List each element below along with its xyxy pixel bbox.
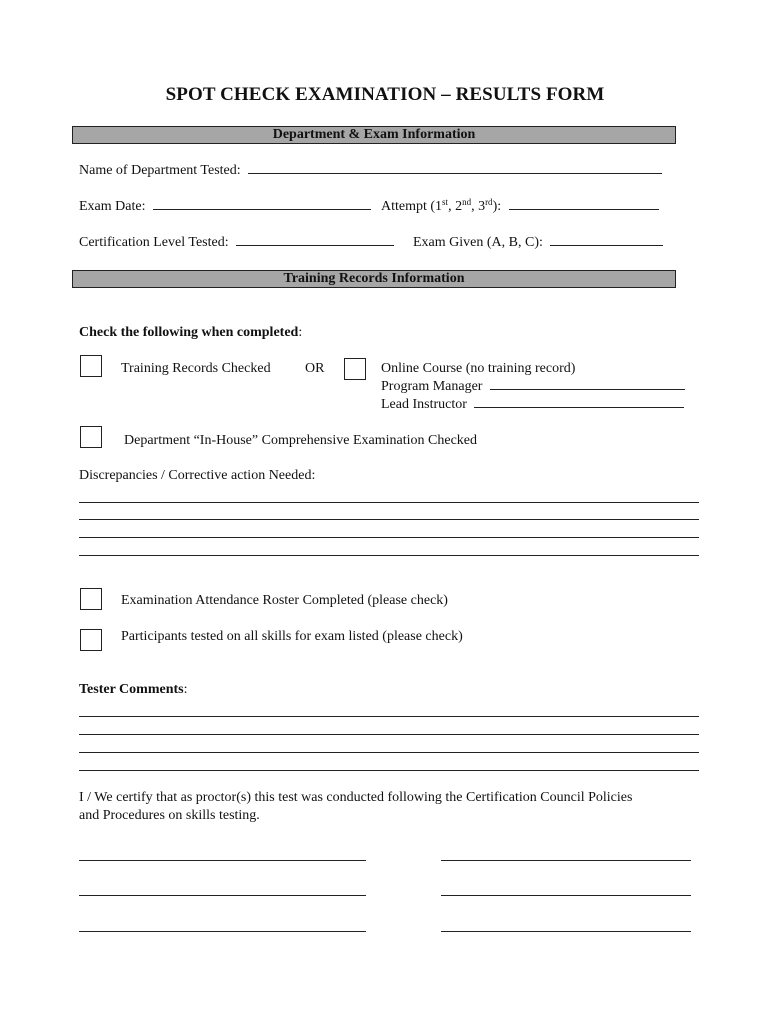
dept-name-label: Name of Department Tested: (79, 163, 241, 178)
program-manager-field[interactable] (490, 388, 685, 390)
section-header-dept-exam: Department & Exam Information (72, 126, 676, 144)
lead-instructor-label: Lead Instructor (381, 397, 467, 412)
exam-given-row (413, 235, 663, 251)
cert-level-row (79, 235, 394, 251)
signature-line-left-3[interactable] (79, 931, 366, 932)
attempt-row (381, 199, 659, 215)
dept-name-row (79, 163, 662, 179)
attendance-label: Examination Attendance Roster Completed (please check) (121, 593, 448, 608)
tester-comments-heading: Tester Comments: (79, 682, 188, 697)
page-title: SPOT CHECK EXAMINATION – RESULTS FORM (165, 84, 605, 105)
signature-line-right-1[interactable] (441, 860, 691, 861)
signature-line-right-3[interactable] (441, 931, 691, 932)
certify-line-1: I / We certify that as proctor(s) this test was conducted following the Certification Council Policies (79, 790, 633, 805)
exam-date-label: Exam Date: (79, 199, 146, 214)
discrepancies-line-3[interactable] (79, 537, 699, 538)
participants-label: Participants tested on all skills for exam listed (please check) (121, 629, 463, 644)
online-course-label: Online Course (no training record) (381, 361, 576, 376)
section-header-training: Training Records Information (72, 270, 676, 288)
dept-name-field[interactable] (248, 172, 662, 174)
comments-line-4[interactable] (79, 770, 699, 771)
discrepancies-line-2[interactable] (79, 519, 699, 520)
exam-given-field[interactable] (550, 244, 663, 246)
signature-line-left-2[interactable] (79, 895, 366, 896)
lead-instructor-row (381, 397, 684, 413)
or-label: OR (305, 361, 325, 376)
discrepancies-label: Discrepancies / Corrective action Needed: (79, 468, 316, 483)
comments-line-3[interactable] (79, 752, 699, 753)
attempt-field[interactable] (509, 208, 659, 210)
comments-line-2[interactable] (79, 734, 699, 735)
certify-line-2: and Procedures on skills testing. (79, 808, 260, 823)
attendance-checkbox[interactable] (80, 588, 102, 610)
cert-level-field[interactable] (236, 244, 394, 246)
cert-level-label: Certification Level Tested: (79, 235, 229, 250)
inhouse-checkbox[interactable] (80, 426, 102, 448)
participants-checkbox[interactable] (80, 629, 102, 651)
checklist-heading: Check the following when completed: (79, 325, 303, 340)
inhouse-label: Department “In-House” Comprehensive Examination Checked (124, 433, 477, 448)
exam-date-field[interactable] (153, 208, 371, 210)
exam-given-label: Exam Given (A, B, C): (413, 235, 543, 250)
exam-date-row (79, 199, 371, 215)
signature-line-left-1[interactable] (79, 860, 366, 861)
training-records-label: Training Records Checked (121, 361, 271, 376)
comments-line-1[interactable] (79, 716, 699, 717)
discrepancies-line-1[interactable] (79, 502, 699, 503)
signature-line-right-2[interactable] (441, 895, 691, 896)
program-manager-row (381, 379, 685, 395)
program-manager-label: Program Manager (381, 379, 483, 394)
attempt-label: Attempt (1st, 2nd, 3rd): (381, 197, 502, 214)
lead-instructor-field[interactable] (474, 406, 684, 408)
online-course-checkbox[interactable] (344, 358, 366, 380)
training-records-checkbox[interactable] (80, 355, 102, 377)
discrepancies-line-4[interactable] (79, 555, 699, 556)
